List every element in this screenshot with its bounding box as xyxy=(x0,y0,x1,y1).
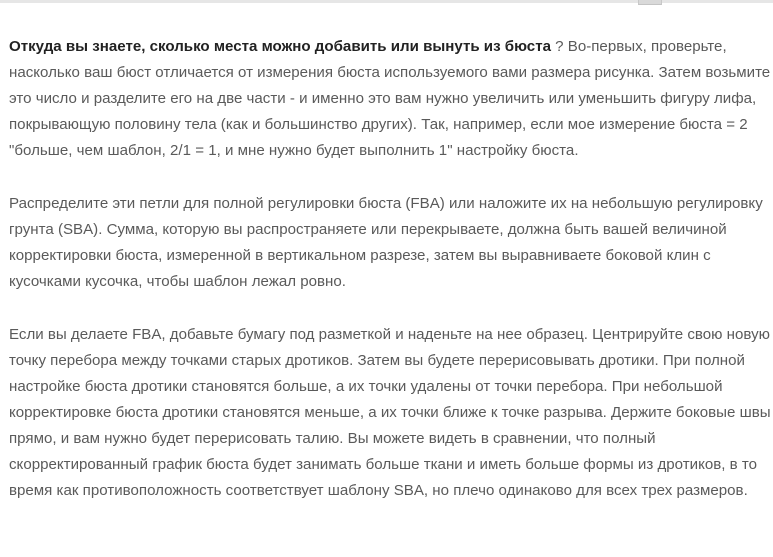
paragraph-text: ? Во-первых, проверьте, насколько ваш бюст отличается от измерения бюста используемого вами размера рисунка. Затем возьмите это число и разделите его на две части - и именно это вам нужно увеличить или уменьшить фигуру лифа, покрывающую половину тела (как и большинство других). Так, например, если мое измерение бюста = 2 "больше, чем шаблон, 2/1 = 1, и мне нужно будет выполнить 1" настройку бюста. xyxy=(9,38,771,159)
article-body xyxy=(9,34,771,531)
paragraph-fba-darts xyxy=(9,322,771,504)
paragraph-text: Если вы делаете FBA, добавьте бумагу под разметкой и наденьте на нее образец. Центрируйте свою новую точку перебора между точками старых дротиков. Затем вы будете перерисовывать дротики. При полной настройке бюста дротики становятся больше, а их точки удалены от точки перебора. При небольшой корректировке бюста дротики становятся меньше, а их точки ближе к точке разрыва. Держите боковые швы прямо, и вам нужно будет перерисовать талию. Вы можете видеть в сравнении, что полный скорректированный график бюста будет занимать больше ткани и иметь больше формы из дротиков, в то время как противоположность соответствует шаблону SBA, но плечо одинаково для всех трех размеров. xyxy=(9,326,771,499)
paragraph-lead-question: Откуда вы знаете, сколько места можно добавить или вынуть из бюста xyxy=(9,38,551,55)
paragraph-text: Распределите эти петли для полной регулировки бюста (FBA) или наложите их на небольшую регулировку грунта (SBA). Сумма, которую вы распространяете или перекрываете, должна быть вашей величиной корректировки бюста, измеренной в вертикальном разрезе, затем вы выравниваете боковой клин с кусочками кусочка, чтобы шаблон лежал ровно. xyxy=(9,195,763,290)
paragraph-fba-sba xyxy=(9,191,771,295)
scroll-marker xyxy=(638,0,662,5)
paragraph-bust-measurement xyxy=(9,34,771,164)
